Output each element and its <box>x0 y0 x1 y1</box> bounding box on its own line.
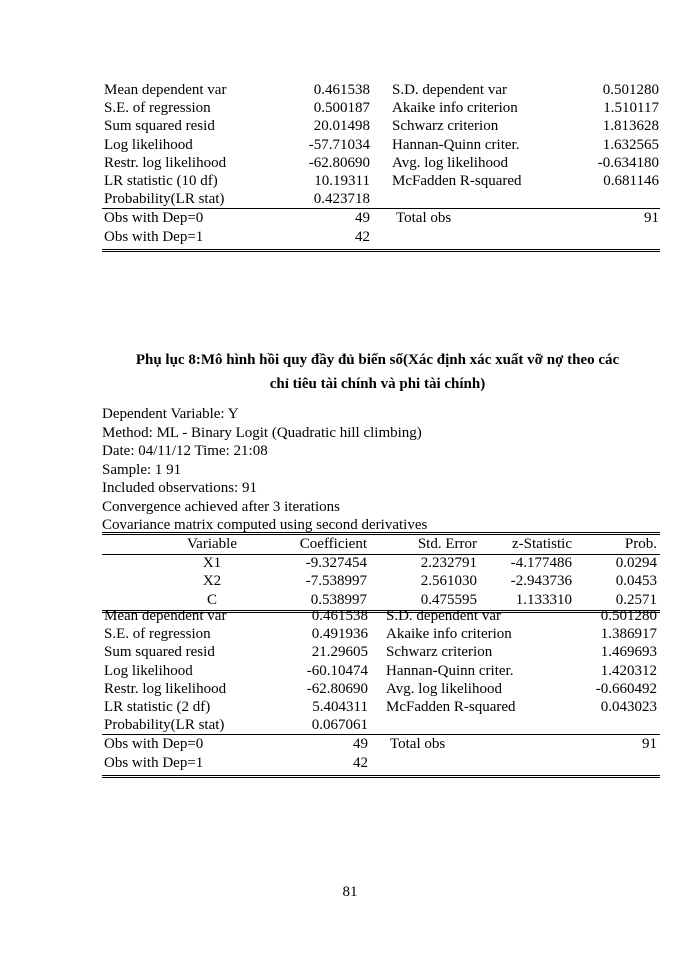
cell: -9.327454 <box>305 555 367 572</box>
header-line: Method: ML - Binary Logit (Quadratic hill climbing) <box>102 424 422 441</box>
stat-label: Probability(LR stat) <box>104 717 225 734</box>
table-bottom-rule <box>102 249 660 252</box>
header-line: Date: 04/11/12 Time: 21:08 <box>102 443 268 459</box>
stat-label: Schwarz criterion <box>392 118 499 135</box>
cell: C <box>206 591 217 608</box>
stats-row <box>102 662 660 680</box>
title-line-1: Phụ lục 8:Mô hình hồi quy đầy đủ biến số(Xác định xác xuất vỡ nợ theo các <box>135 352 620 368</box>
stats-row <box>102 643 660 661</box>
header-line: Covariance matrix computed using second derivatives <box>102 517 428 533</box>
regression-header <box>102 405 662 535</box>
stat-label: Total obs <box>390 736 446 753</box>
stat-label: Sum squared resid <box>104 118 215 135</box>
stat-label: Hannan-Quinn criter. <box>392 136 520 153</box>
stats-row <box>102 607 660 625</box>
stats-row <box>102 698 660 716</box>
stat-label: Mean dependent var <box>104 608 227 624</box>
obs-row <box>102 228 660 246</box>
stat-value: 1.469693 <box>600 644 657 661</box>
stat-value: 0.681146 <box>603 172 659 189</box>
stat-label: McFadden R-squared <box>386 698 516 715</box>
stat-label: S.E. of regression <box>104 100 211 117</box>
cell: -2.943736 <box>510 573 572 590</box>
col-z-statistic: z-Statistic <box>512 536 572 552</box>
stat-value: 42 <box>353 754 368 771</box>
cell: 2.561030 <box>420 573 477 590</box>
obs-row <box>102 735 660 753</box>
stats-row <box>102 716 660 734</box>
stat-label: Avg. log likelihood <box>386 680 502 697</box>
top-stats-table <box>102 81 660 252</box>
stat-label: Avg. log likelihood <box>392 154 508 171</box>
appendix-title <box>95 348 660 396</box>
cell: -7.538997 <box>305 573 367 590</box>
header-line: Sample: 1 91 <box>102 461 182 478</box>
stats-row <box>102 81 660 99</box>
stats-row <box>102 190 660 208</box>
stat-value: 0.500187 <box>313 100 370 117</box>
stat-value: 42 <box>355 228 370 245</box>
cell: X1 <box>202 555 222 572</box>
stat-label: Probability(LR stat) <box>104 191 225 208</box>
stat-label: Restr. log likelihood <box>104 154 227 171</box>
stat-label: Schwarz criterion <box>386 644 493 661</box>
coef-row <box>102 573 660 591</box>
stat-label: Total obs <box>396 210 452 227</box>
cell: 0.2571 <box>615 591 657 608</box>
stat-value: 1.632565 <box>602 136 659 153</box>
stat-value: -0.634180 <box>597 154 659 171</box>
header-line: Convergence achieved after 3 iterations <box>102 498 340 515</box>
stat-label: Hannan-Quinn criter. <box>386 662 514 679</box>
stat-value: -62.80690 <box>308 154 370 171</box>
stats-row <box>102 680 660 698</box>
stat-value: 1.420312 <box>600 662 657 679</box>
stat-label: Akaike info criterion <box>386 626 512 643</box>
stat-label: S.D. dependent var <box>386 608 501 624</box>
cell: 0.538997 <box>310 591 367 608</box>
cell: -4.177486 <box>510 555 572 572</box>
header-line: Included observations: 91 <box>102 480 257 496</box>
col-std-error: Std. Error <box>417 536 477 552</box>
table-top-rule <box>102 532 660 535</box>
stats-row <box>102 172 660 190</box>
title-line-2: chỉ tiêu tài chính và phi tài chính) <box>269 376 486 392</box>
stat-value: 0.461538 <box>313 82 370 98</box>
table-bottom-rule <box>102 775 660 778</box>
obs-row <box>102 209 660 227</box>
cell: 2.232791 <box>420 555 477 572</box>
stat-value: 10.19311 <box>314 172 370 189</box>
stat-label: S.E. of regression <box>104 626 211 643</box>
stats-row <box>102 154 660 172</box>
stat-label: Obs with Dep=0 <box>104 736 204 753</box>
stat-label: Log likelihood <box>104 662 193 679</box>
cell: 0.0294 <box>615 555 657 572</box>
cell: 0.475595 <box>420 591 477 608</box>
stat-value: -57.71034 <box>308 136 370 153</box>
stat-value: 0.423718 <box>313 191 370 208</box>
stat-value: 1.386917 <box>600 626 657 643</box>
header-line: Dependent Variable: Y <box>102 406 239 422</box>
stat-value: 49 <box>353 736 368 753</box>
bottom-stats-table <box>102 607 660 778</box>
stats-row <box>102 625 660 643</box>
stat-label: Obs with Dep=0 <box>104 210 204 227</box>
stat-label: Obs with Dep=1 <box>104 228 204 245</box>
coef-header-row <box>102 536 660 554</box>
obs-row <box>102 754 660 772</box>
stat-value: 0.501280 <box>600 608 657 624</box>
stat-value: 91 <box>642 736 657 753</box>
stat-value: 0.491936 <box>311 626 368 643</box>
stat-label: Log likelihood <box>104 136 193 153</box>
stat-value: 21.29605 <box>311 644 368 661</box>
stat-label: Mean dependent var <box>104 82 227 98</box>
stat-label: Restr. log likelihood <box>104 680 227 697</box>
stats-row <box>102 117 660 135</box>
stat-value: 0.501280 <box>602 82 659 98</box>
cell: 0.0453 <box>615 573 657 590</box>
stat-value: 1.813628 <box>602 118 659 135</box>
stat-value: 0.461538 <box>311 608 368 624</box>
stat-label: Sum squared resid <box>104 644 215 661</box>
col-coefficient: Coefficient <box>299 536 367 552</box>
coefficient-table <box>102 532 660 613</box>
page-number: 81 <box>342 884 358 900</box>
stat-value: -0.660492 <box>595 680 657 697</box>
stat-label: LR statistic (2 df) <box>104 698 211 715</box>
col-prob: Prob. <box>624 536 657 552</box>
cell: 1.133310 <box>515 591 572 608</box>
stat-value: 20.01498 <box>313 118 370 135</box>
col-variable: Variable <box>187 536 237 552</box>
stat-value: 91 <box>644 210 659 227</box>
stat-value: -60.10474 <box>306 662 368 679</box>
stat-label: Akaike info criterion <box>392 100 518 117</box>
cell: X2 <box>202 573 222 590</box>
stat-value: -62.80690 <box>306 680 368 697</box>
stat-label: S.D. dependent var <box>392 82 507 98</box>
stat-value: 49 <box>355 210 370 227</box>
coef-row <box>102 555 660 573</box>
stat-value: 1.510117 <box>603 100 659 117</box>
stat-value: 0.067061 <box>311 717 368 734</box>
stat-label: McFadden R-squared <box>392 172 522 189</box>
stat-label: LR statistic (10 df) <box>104 172 218 189</box>
stat-label: Obs with Dep=1 <box>104 754 204 771</box>
stats-row <box>102 99 660 117</box>
stats-row <box>102 136 660 154</box>
stat-value: 5.404311 <box>312 698 368 715</box>
stat-value: 0.043023 <box>600 698 657 715</box>
